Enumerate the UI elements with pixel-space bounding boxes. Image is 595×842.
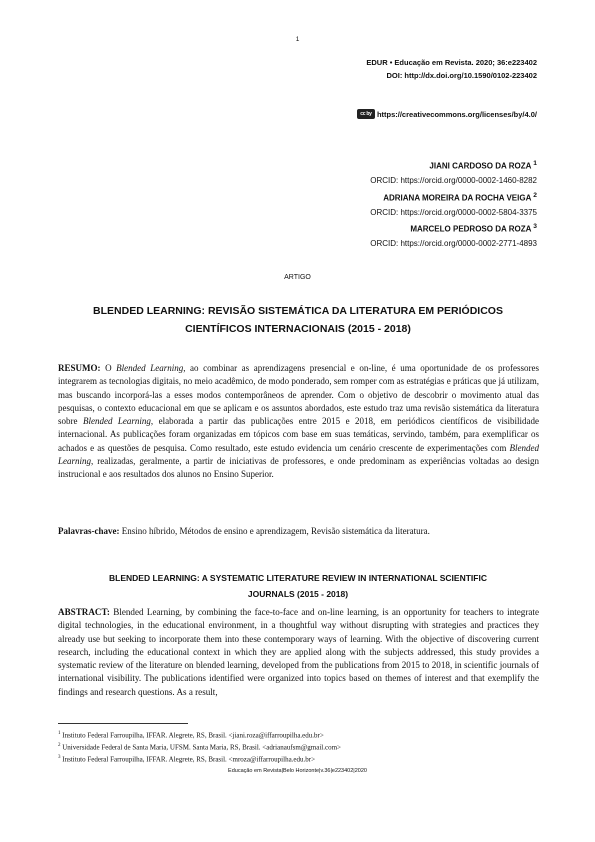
article-title (58, 302, 538, 338)
keywords-line (58, 526, 539, 536)
keywords-text: Ensino híbrido, Métodos de ensino e aprendizagem, Revisão sistemática da literatura. (119, 526, 430, 536)
author-orcid[interactable]: ORCID: https://orcid.org/0000-0002-2771-4893 (370, 239, 537, 249)
abstract-paragraph: ABSTRACT: Blended Learning, by combining the face-to-face and on-line learning, is an opportunity for teachers to integrate digital technologies, in the educational environment, in a thoughtful way without disrupting with strategies and practices they already use but seeking to incorporate them into these contemporary ways of learning. With the objective of discovering current research, including the educational context in which they are applied along with the subjects addressed, this study provides a systematic review of the literature on blended learning, developed from the publications from 2015 to 2018, in scientific journals of international visibility. The publications identified were organized into topics based on themes of interest and that exemplify the findings and research questions. As a result, (58, 607, 539, 697)
article-title-line: CIENTÍFICOS INTERNACIONAIS (2015 - 2018) (185, 323, 411, 335)
english-title-line: JOURNALS (2015 - 2018) (247, 589, 349, 599)
section-label: ARTIGO (284, 274, 311, 281)
license-line (357, 109, 537, 119)
footnotes (58, 729, 341, 765)
english-title (58, 570, 538, 602)
footnote-divider (58, 723, 188, 724)
keywords-label: Palavras-chave: (58, 526, 120, 536)
author-block (370, 157, 537, 252)
author-name: ADRIANA MOREIRA DA ROCHA VEIGA $^2$ (383, 191, 537, 203)
resumo-paragraph: RESUMO: O Blended Learning, ao combinar as aprendizagens presencial e on-line, é uma oportunidade de os professores integrarem as tecnologias digitais, no meio acadêmico, de modo ponderado, sem romper com as estratégias e práticas que já utilizam, mas buscando incorporá-las a esses modos contemporâneos de aprender. Com o objetivo de descobrir o movimento atual das pesquisas, o contexto educacional em que se aplicam e os assuntos abordados, este estudo traz uma revisão sistemática da literatura sobre Blended Learning, elaborada a partir das publicações entre 2015 e 2018, em periódicos científicos de visibilidade internacional. As publicações foram organizadas em tópicos com base em suas temáticas, servindo, também, para exemplificar os achados e as questões de pesquisa. Como resultado, este estudo evidencia um cenário crescente de experimentações com Blended Learning, realizadas, geralmente, a partir de iniciativas de professores, e onde predominam as experiências voltadas ao design instrucional e aos resultados dos alunos no Ensino Superior. (58, 363, 539, 480)
abstract-label: ABSTRACT: (58, 607, 110, 617)
page-number: 1 (295, 36, 300, 43)
author-orcid[interactable]: ORCID: https://orcid.org/0000-0002-1460-8282 (370, 176, 537, 186)
journal-doi[interactable]: DOI: http://dx.doi.org/10.1590/0102-223402 (386, 71, 537, 80)
author-name: MARCELO PEDROSO DA ROZA $^3$ (410, 223, 537, 234)
resumo-label: RESUMO: (58, 363, 101, 373)
footnote: $^1$ Instituto Federal Farroupilha, IFFAR. Alegrete, RS, Brasil. <jiani.roza@iffarroupilha.edu.br> (58, 731, 324, 740)
author-orcid[interactable]: ORCID: https://orcid.org/0000-0002-5804-3375 (370, 207, 537, 217)
english-title-line: BLENDED LEARNING: A SYSTEMATIC LITERATURE REVIEW IN INTERNATIONAL SCIENTIFIC (109, 573, 487, 583)
journal-header (366, 56, 537, 82)
author-name: JIANI CARDOSO DA ROZA $^1$ (429, 160, 537, 171)
footnote: $^2$ Universidade Federal de Santa Maria, UFSM. Santa Maria, RS, Brasil. <adrianaufsm@gmail.com> (58, 742, 341, 752)
page-footer: Educação em Revista|Belo Horizonte|v.36|e223402|2020 (228, 768, 367, 774)
article-title-line: BLENDED LEARNING: REVISÃO SISTEMÁTICA DA LITERATURA EM PERIÓDICOS (93, 305, 503, 317)
license-url[interactable]: https://creativecommons.org/licenses/by/4.0/ (376, 109, 537, 119)
journal-citation: EDUR • Educação em Revista. 2020; 36:e223402 (366, 58, 537, 67)
creative-commons-icon: cc by (357, 109, 375, 119)
footnote: $^3$ Instituto Federal Farroupilha, IFFAR. Alegrete, RS, Brasil. <mroza@iffarroupilha.edu.br> (58, 754, 316, 764)
